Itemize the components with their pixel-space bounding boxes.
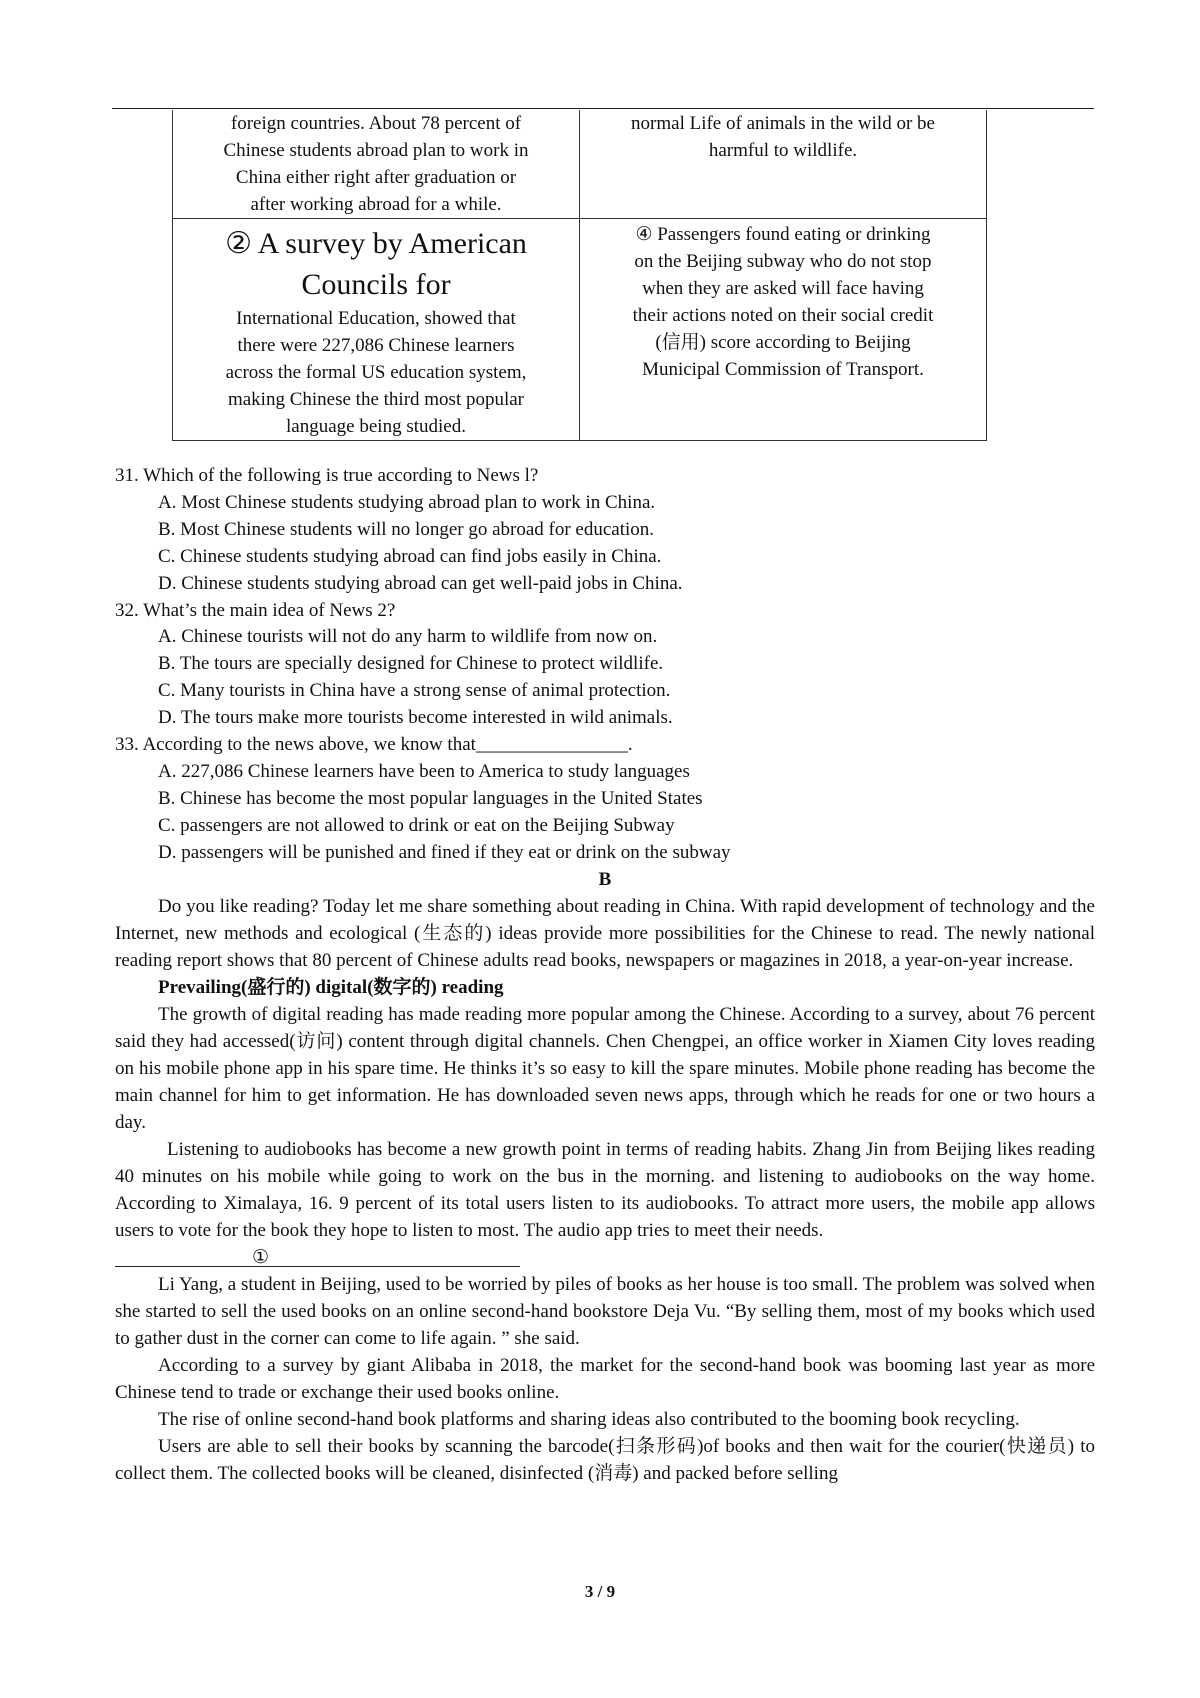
question-33-option-a: A. 227,086 Chinese learners have been to America to study languages [158,760,690,782]
paragraph-digital: The growth of digital reading has made reading more popular among the Chinese. According to a survey, about 76 percent said they had accessed(访问) content through digital channels. Chen Chengpei, an office worker in Xiamen City loves reading on his mobile phone app in his spare time. He thinks it’s so easy to kill the spare minutes. Mobile phone reading has become the main channel for him to get information. He has downloaded seven news apps, through which he reads for one or two hours a day. [115,1004,1095,1133]
text-line: (信用) score according to Beijing [655,332,911,353]
section-letter: B [598,869,612,890]
news-3-cell [580,110,987,219]
text-line: Municipal Commission of Transport. [642,359,924,380]
question-32-option-c: C. Many tourists in China have a strong sense of animal protection. [158,680,671,702]
section-b [115,867,1095,1487]
intro-paragraph: Do you like reading? Today let me share something about reading in China. With rapid development of technology and the Internet, new methods and ecological (生态的) ideas provide more possibilities for the Chinese to read. The newly national reading report shows that 80 percent of Chinese adults read books, newspapers or magazines in 2018, a year-on-year increase. [115,896,1095,971]
question-31-option-b: B. Most Chinese students will no longer go abroad for education. [158,518,655,540]
question-33-stem: 33. According to the news above, we know that________________. [115,734,633,756]
news-1-cell [173,110,580,219]
question-33-option-c: C. passengers are not allowed to drink or eat on the Beijing Subway [158,814,675,836]
news-2-heading: Councils for [301,268,451,301]
news-2-cell [173,219,580,441]
text-line: language being studied. [286,416,466,437]
text-line: harmful to wildlife. [708,140,858,161]
text-line: foreign countries. About 78 percent of [230,113,522,134]
text-line: normal Life of animals in the wild or be [631,113,935,134]
text-line: China either right after graduation or [235,167,517,188]
news-2-heading: ② A survey by American [225,227,527,260]
paragraph-alibaba: According to a survey by giant Alibaba in 2018, the market for the second-hand book was booming last year as more Chinese tend to trade or exchange their used books online. [115,1355,1095,1403]
text-line: Chinese students abroad plan to work in [223,140,529,161]
news-table [172,110,987,441]
question-32-option-a: A. Chinese tourists will not do any harm to wildlife from now on. [158,626,658,648]
paragraph-audiobooks: Listening to audiobooks has become a new growth point in terms of reading habits. Zhang Jin from Beijing likes reading 40 minutes on his mobile while going to work on the bus in the morning. and listening to audiobooks on the way home. According to Ximalaya, 16. 9 percent of its total users listen to its audiobooks. To attract more users, the mobile app allows users to vote for the book they hope to listen to most. The audio app tries to meet their needs. [115,1139,1095,1241]
text-line: after working abroad for a while. [250,194,502,215]
question-32-option-b: B. The tours are specially designed for Chinese to protect wildlife. [158,653,664,675]
paragraph-li-yang: Li Yang, a student in Beijing, used to be worried by piles of books as her house is too small. The problem was solved when she started to sell the used books on an online second-hand bookstore Deja Vu. “By selling them, most of my books which used to gather dust in the corner can come to life again. ” she said. [115,1274,1095,1349]
text-line: ④ Passengers found eating or drinking [635,224,931,245]
blank-number: ① [252,1247,270,1268]
text-line: when they are asked will face having [642,278,924,299]
paragraph-barcode: Users are able to sell their books by scanning the barcode(扫条形码)of books and then wait for the courier(快递员) to collect them. The collected books will be cleaned, disinfected (消毒) and packed before selling [115,1436,1095,1484]
text-line: making Chinese the third most popular [227,389,525,410]
question-31-option-d: D. Chinese students studying abroad can get well-paid jobs in China. [158,572,683,594]
text-line: their actions noted on their social credit [632,305,934,326]
text-line: there were 227,086 Chinese learners [237,335,515,356]
news-4-cell [580,219,987,441]
question-33-option-b: B. Chinese has become the most popular languages in the United States [158,787,703,809]
question-31-stem: 31. Which of the following is true according to News l? [115,465,539,486]
question-31-option-c: C. Chinese students studying abroad can find jobs easily in China. [158,545,662,567]
question-list [115,463,1095,867]
text-line: on the Beijing subway who do not stop [634,251,932,272]
header-rule [112,108,1094,109]
text-line: across the formal US education system, [225,362,527,383]
text-line: International Education, showed that [236,308,516,329]
blank-rule [115,1266,520,1267]
question-31-option-a: A. Most Chinese students studying abroad plan to work in China. [158,491,656,513]
page-number: 3 / 9 [584,1582,616,1601]
paragraph-platforms: The rise of online second-hand book platforms and sharing ideas also contributed to the booming book recycling. [158,1409,1020,1430]
heading-blank [115,1244,1095,1271]
question-32-stem: 32. What’s the main idea of News 2? [115,599,396,621]
question-32-option-d: D. The tours make more tourists become interested in wild animals. [158,707,673,729]
subheading: Prevailing(盛行的) digital(数字的) reading [158,977,504,998]
question-33-option-d: D. passengers will be punished and fined if they eat or drink on the subway [158,841,731,863]
